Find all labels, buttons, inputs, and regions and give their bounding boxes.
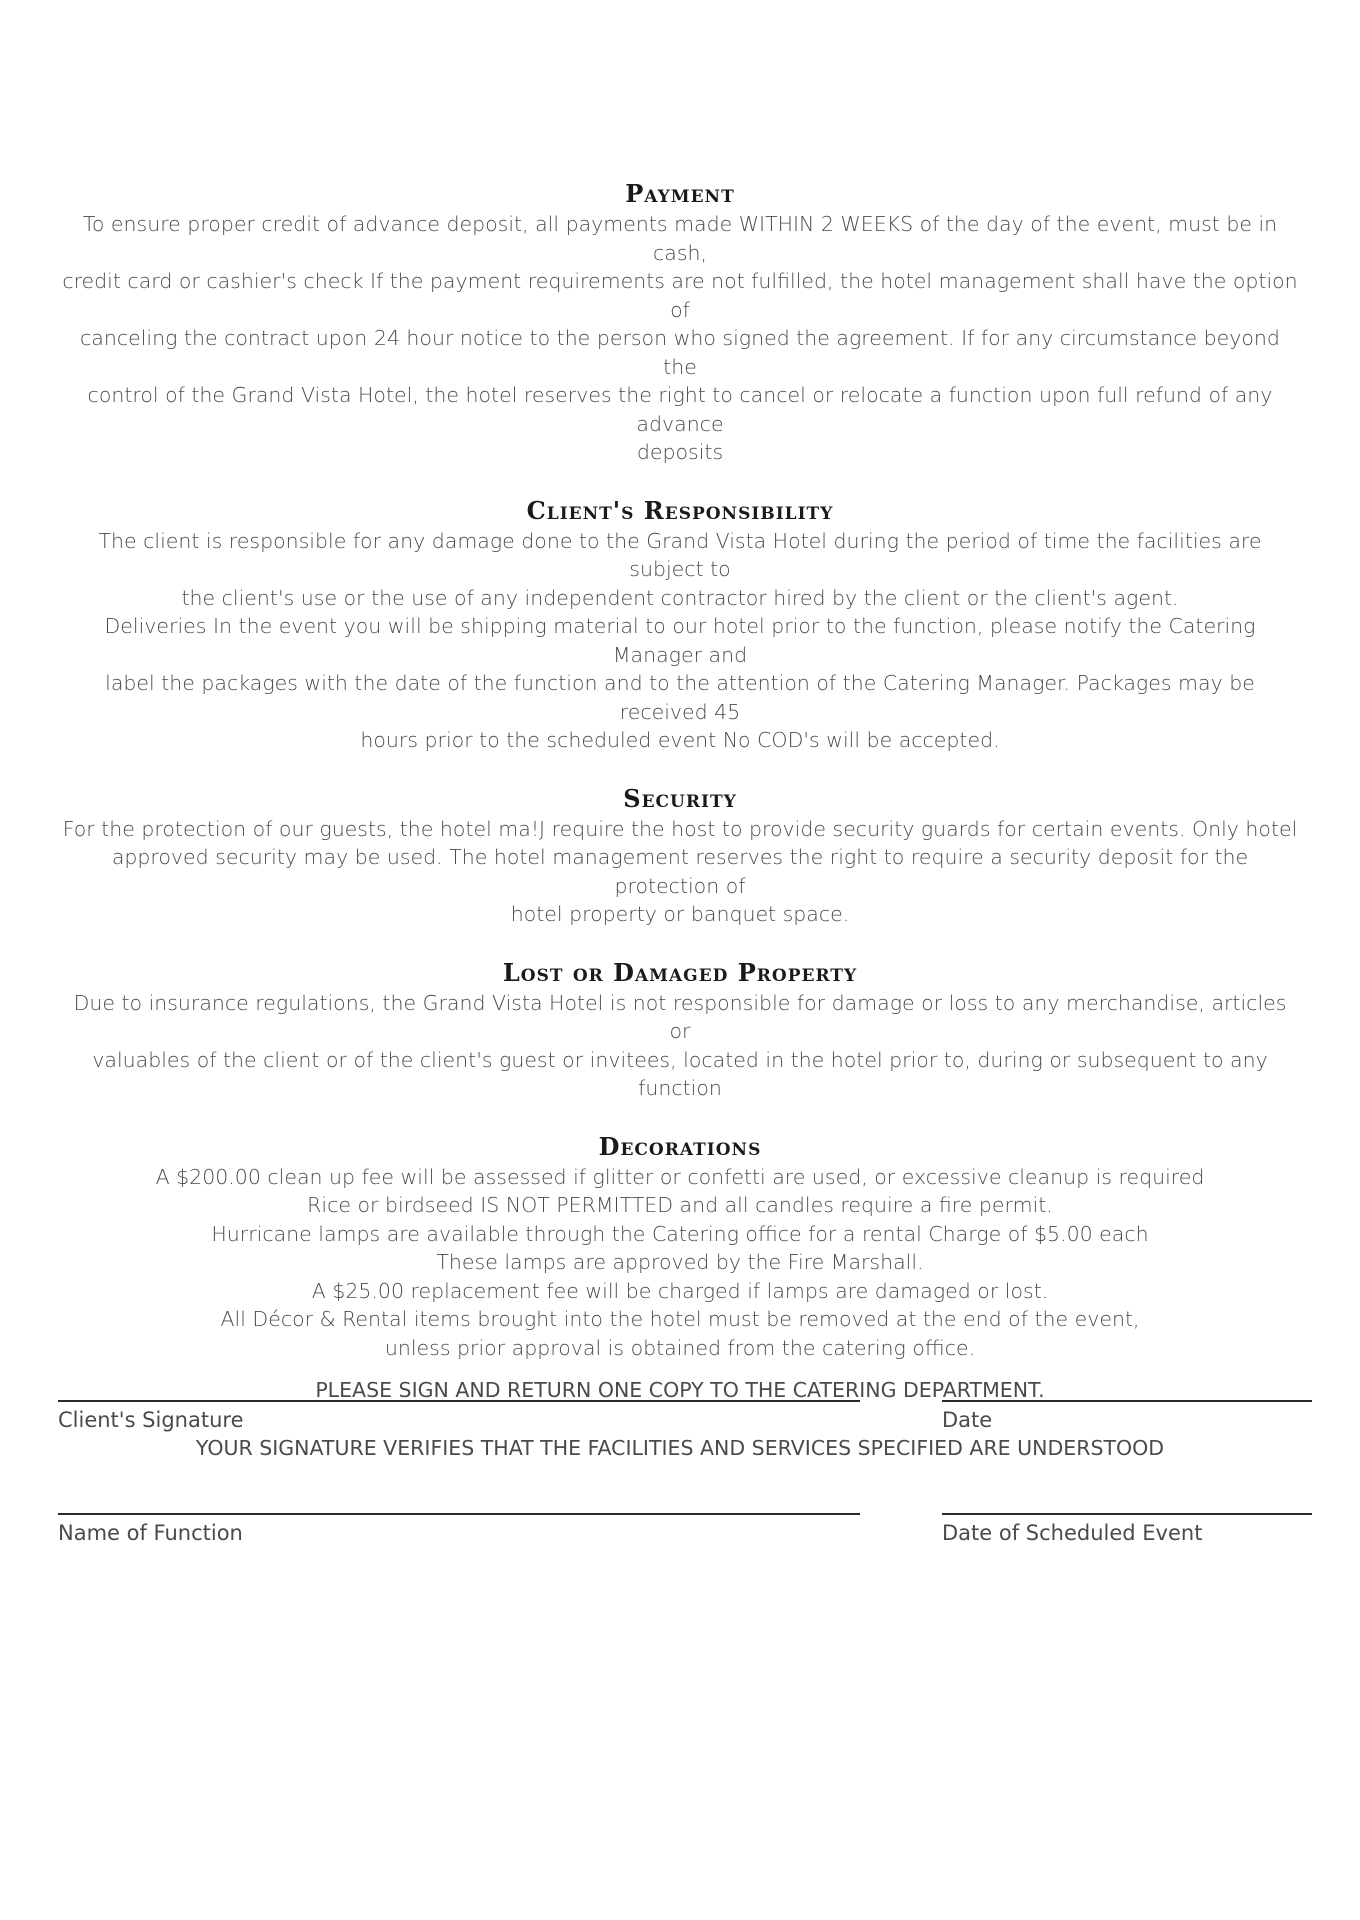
- section-body-payment: [60, 210, 1300, 467]
- section-title-lost-property: Lost or Damaged Property: [502, 957, 858, 987]
- signature-line: [58, 1513, 860, 1515]
- text-line: deposits: [636, 440, 724, 464]
- signature-line: [942, 1513, 1312, 1515]
- name-of-function-field[interactable]: [58, 1513, 860, 1547]
- date-of-scheduled-event-field[interactable]: [942, 1513, 1312, 1547]
- text-line: the client's use or the use of any independent contractor hired by the client or the client's agent.: [181, 585, 1179, 610]
- section-title-decorations: Decorations: [598, 1131, 762, 1161]
- section-title-payment: Payment: [625, 179, 735, 208]
- name-of-function-label: Name of Function: [58, 1521, 243, 1545]
- text-line: valuables of the client or of the client's guest or invitees, located in the hotel prior to, during or subsequent to any function: [92, 1047, 1268, 1100]
- text-line: For the protection of our guests, the hotel ma!J require the host to provide security guards for certain events. Only hotel: [62, 816, 1298, 841]
- section-body-security: [60, 815, 1300, 929]
- text-line: unless prior approval is obtained from the catering office.: [384, 1335, 976, 1360]
- text-line: A $25.00 replacement fee will be charged if lamps are damaged or lost.: [311, 1278, 1049, 1303]
- text-line: All Décor & Rental items brought into the hotel must be removed at the end of the event,: [220, 1307, 1140, 1331]
- text-line: hours prior to the scheduled event No COD's will be accepted.: [360, 728, 1000, 752]
- section-body-decorations: [60, 1163, 1300, 1363]
- date-field[interactable]: [942, 1400, 1312, 1434]
- section-security: [60, 785, 1300, 929]
- signature-line: [58, 1400, 860, 1402]
- notice-signature-verifies: YOUR SIGNATURE VERIFIES THAT THE FACILITIES AND SERVICES SPECIFIED ARE UNDERSTOOD: [195, 1436, 1165, 1460]
- text-line: These lamps are approved by the Fire Marshall.: [436, 1250, 924, 1274]
- section-payment: [60, 180, 1300, 467]
- text-line: hotel property or banquet space.: [510, 902, 850, 926]
- signature-line: [942, 1400, 1312, 1402]
- client-signature-field[interactable]: [58, 1400, 860, 1434]
- section-lost-property: [60, 959, 1300, 1103]
- date-label: Date: [942, 1408, 993, 1432]
- section-title-clients-responsibility: Client's Responsibility: [526, 495, 834, 525]
- section-body-lost-property: [60, 989, 1300, 1103]
- text-line: credit card or cashier's check If the payment requirements are not fulfilled, the hotel management shall have the option of: [62, 269, 1298, 322]
- section-title-security: Security: [623, 783, 737, 813]
- section-clients-responsibility: [60, 497, 1300, 755]
- client-signature-label: Client's Signature: [58, 1408, 244, 1432]
- text-line: Hurricane lamps are available through the Catering office for a rental Charge of $5.00 each: [211, 1221, 1149, 1246]
- text-line: A $200.00 clean up fee will be assessed if glitter or confetti are used, or excessive cleanup is required: [155, 1164, 1205, 1189]
- text-line: Deliveries In the event you will be shipping material to our hotel prior to the function, please notify the Catering Manager and: [104, 614, 1256, 667]
- notice-return-copy: PLEASE SIGN AND RETURN ONE COPY TO THE CATERING DEPARTMENT.: [315, 1378, 1045, 1402]
- date-of-scheduled-event-label: Date of Scheduled Event: [942, 1521, 1203, 1545]
- text-line: approved security may be used. The hotel management reserves the right to require a security deposit for the protection of: [111, 845, 1249, 898]
- text-line: control of the Grand Vista Hotel, the hotel reserves the right to cancel or relocate a function upon full refund of any advance: [87, 383, 1273, 436]
- terms-content: [60, 180, 1300, 1492]
- section-body-clients-responsibility: [60, 527, 1300, 755]
- text-line: To ensure proper credit of advance deposit, all payments made WITHIN 2 WEEKS of the day of the event, must be in cash,: [82, 212, 1278, 265]
- text-line: Due to insurance regulations, the Grand Vista Hotel is not responsible for damage or loss to any merchandise, articles or: [73, 990, 1287, 1043]
- text-line: label the packages with the date of the function and to the attention of the Catering Manager. Packages may be received 45: [105, 671, 1255, 724]
- text-line: Rice or birdseed IS NOT PERMITTED and all candles require a fire permit.: [307, 1193, 1053, 1217]
- text-line: canceling the contract upon 24 hour notice to the person who signed the agreement. If for any circumstance beyond the: [80, 326, 1280, 379]
- text-line: The client is responsible for any damage done to the Grand Vista Hotel during the period of time the facilities are subject to: [98, 528, 1262, 581]
